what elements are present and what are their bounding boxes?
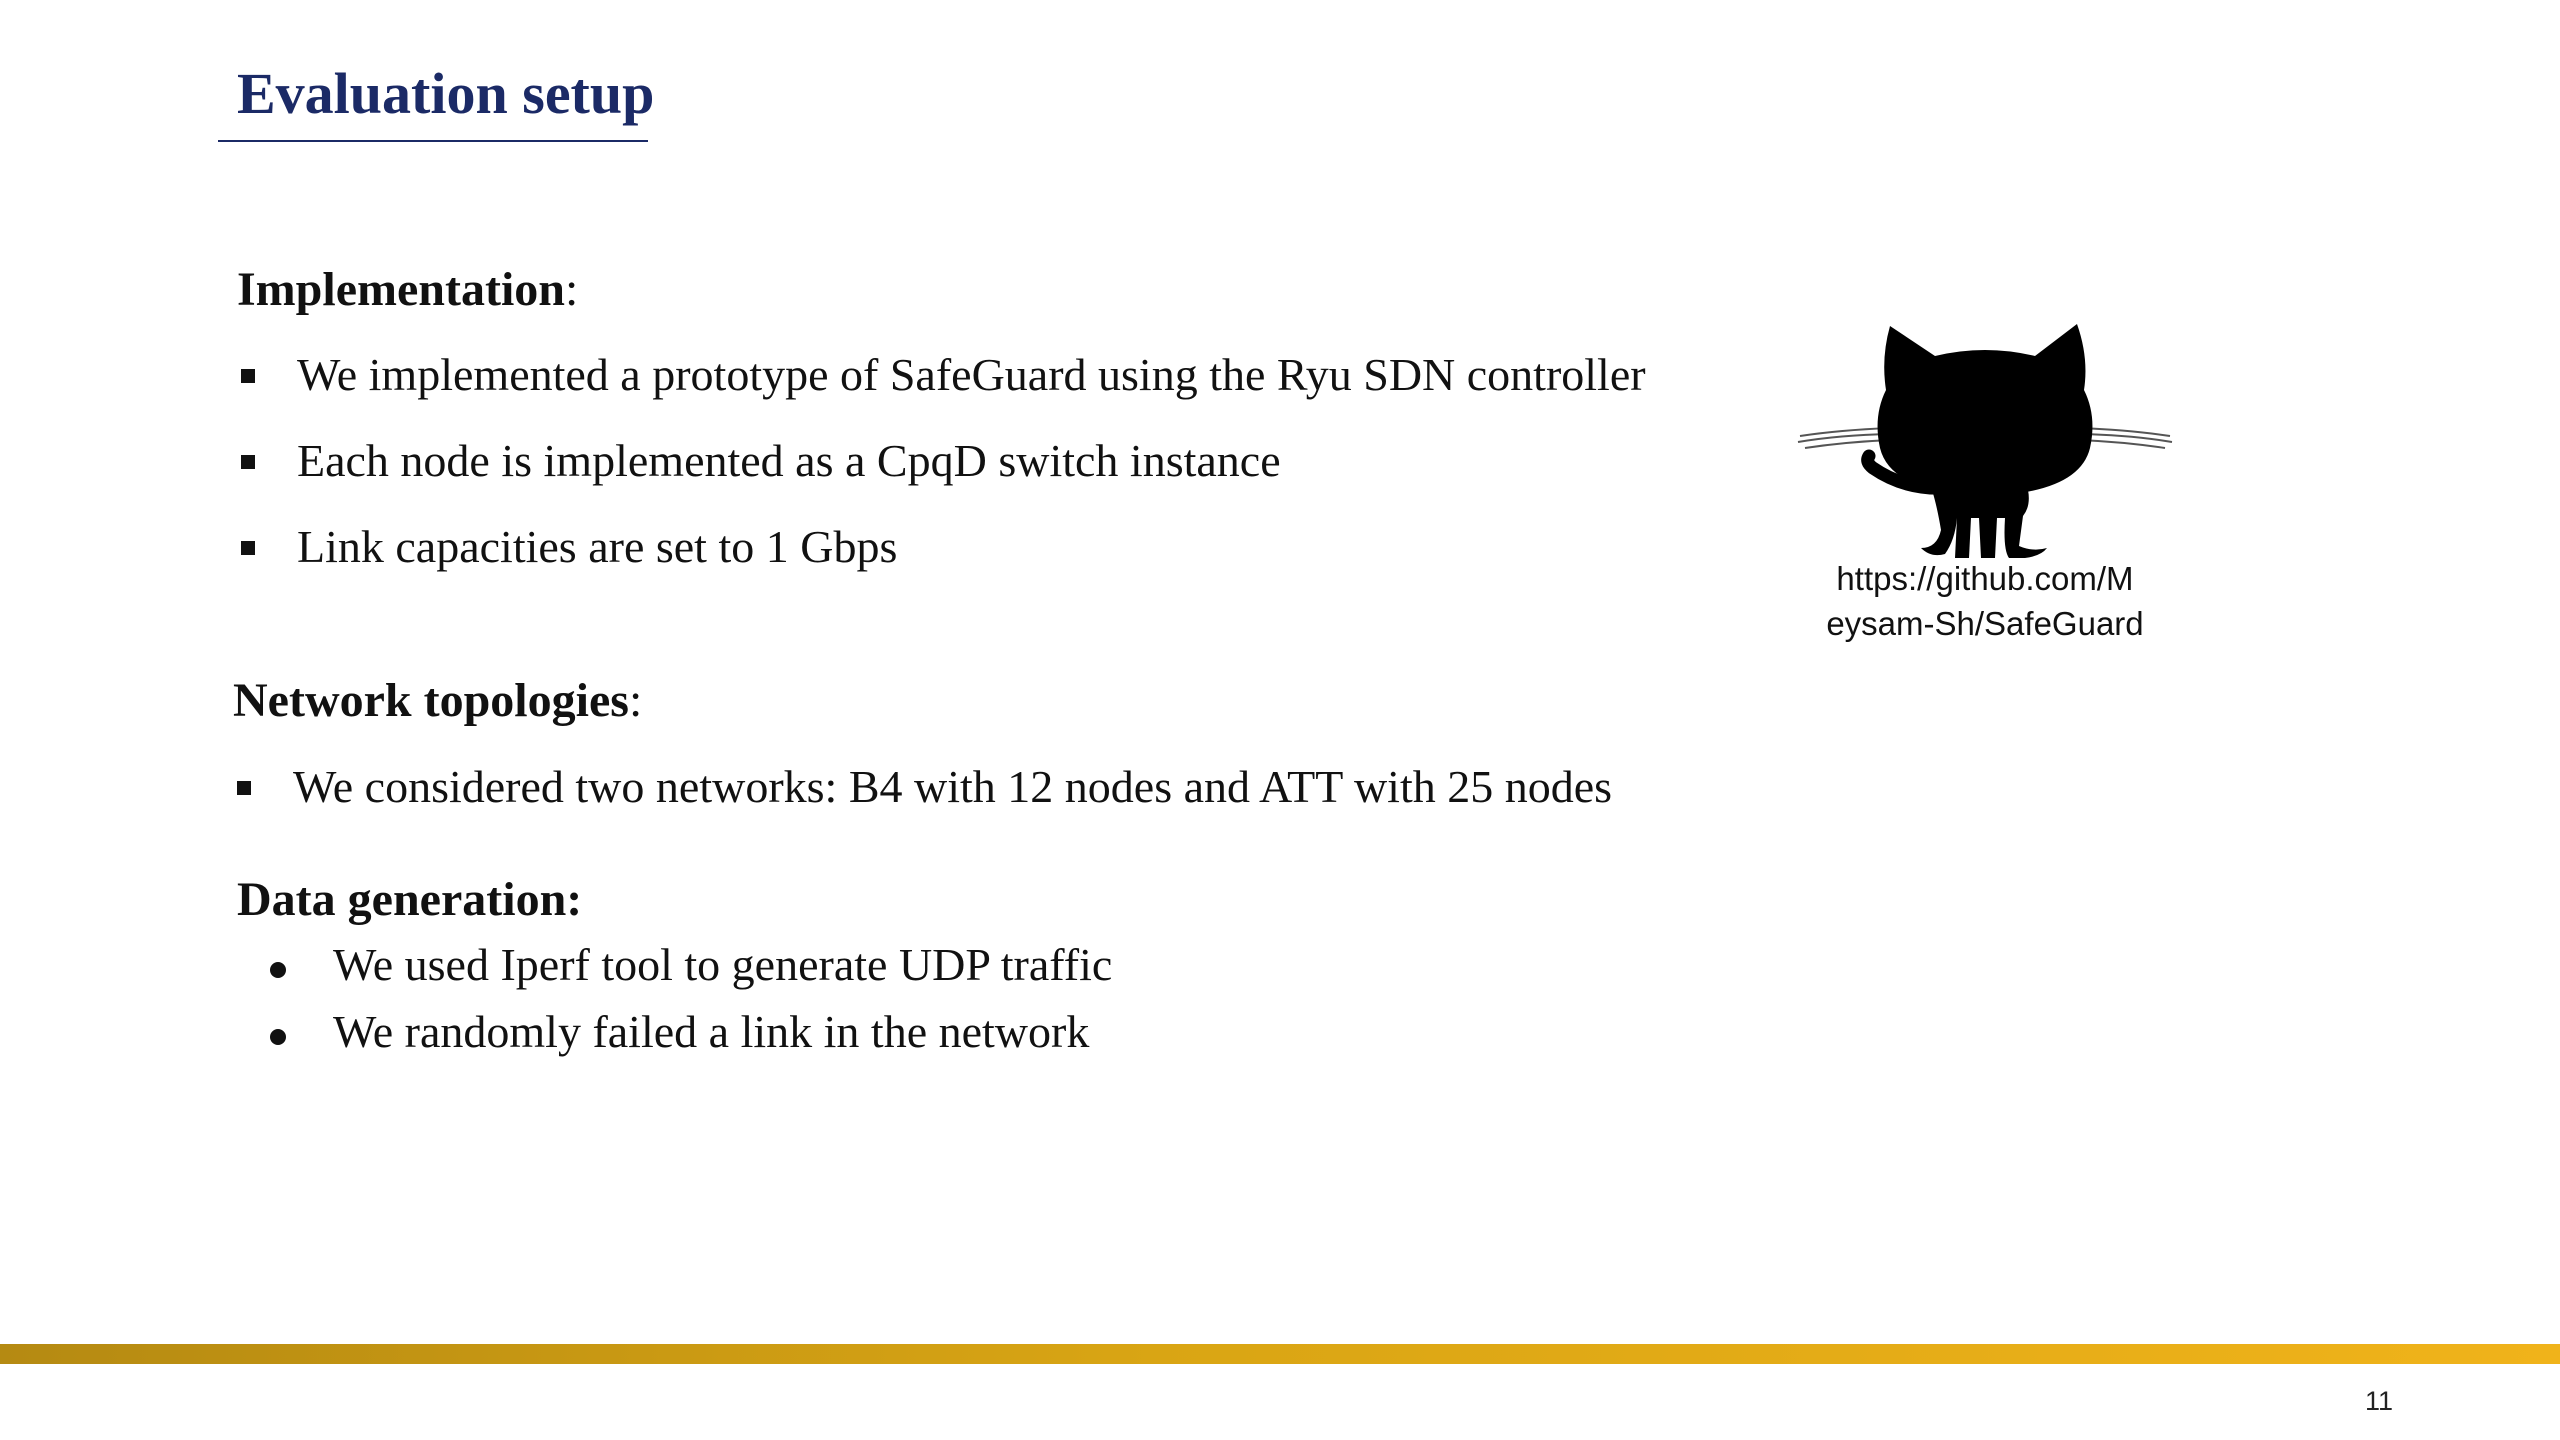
square-bullet-icon: [241, 541, 255, 555]
octocat-icon: [1795, 318, 2175, 558]
implementation-heading-colon: :: [564, 263, 579, 316]
square-bullet-icon: [241, 455, 255, 469]
data-generation-item-2: We randomly failed a link in the network: [333, 1006, 1090, 1057]
repository-link-line-2: eysam-Sh/SafeGuard: [1826, 605, 2144, 642]
network-topologies-heading-text: Network topologies: [233, 674, 629, 727]
data-generation-item-1: We used Iperf tool to generate UDP traffic: [333, 939, 1113, 990]
implementation-heading-text: Implementation: [237, 263, 565, 316]
slide-title: Evaluation setup: [237, 61, 655, 126]
repository-link[interactable]: [1795, 556, 2175, 646]
data-generation-heading: Data generation:: [237, 873, 583, 926]
square-bullet-icon: [241, 369, 255, 383]
implementation-item-1: We implemented a prototype of SafeGuard using the Ryu SDN controller: [297, 349, 1646, 400]
footer-accent-bar: [0, 1344, 2560, 1364]
implementation-item-2: Each node is implemented as a CpqD switch instance: [297, 435, 1281, 486]
implementation-heading: [237, 262, 578, 317]
round-bullet-icon: [270, 1029, 286, 1045]
repository-link-line-1: https://github.com/M: [1836, 560, 2134, 597]
implementation-item-3: Link capacities are set to 1 Gbps: [297, 521, 898, 572]
round-bullet-icon: [270, 962, 286, 978]
network-topologies-heading-colon: :: [628, 674, 643, 727]
page-number: 11: [2365, 1386, 2394, 1416]
network-topologies-item-1: We considered two networks: B4 with 12 nodes and ATT with 25 nodes: [293, 761, 1613, 812]
network-topologies-heading: [233, 673, 642, 728]
square-bullet-icon: [237, 781, 251, 795]
title-underline: [218, 140, 648, 142]
